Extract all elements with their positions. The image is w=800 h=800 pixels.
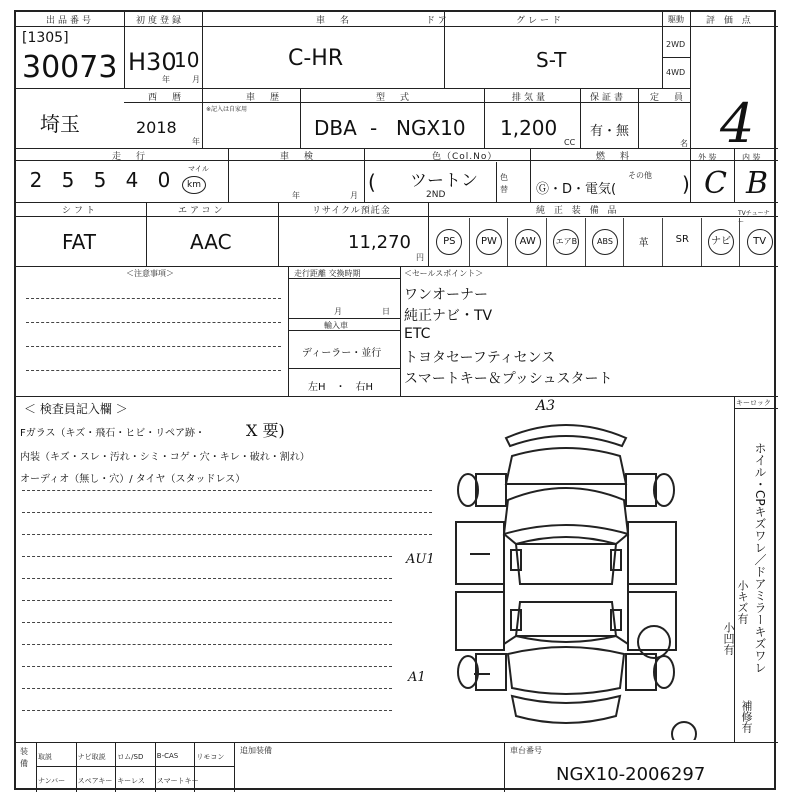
equipment-label: 革 — [638, 238, 649, 249]
mark-side: AU1 — [406, 552, 435, 567]
inspection-line3: オーディオ（無し・穴）/ タイヤ（スタッドレス） — [20, 474, 246, 485]
ac-label: エアコン — [178, 206, 226, 216]
recycle-value: 11,270 — [348, 232, 411, 253]
inspection-title: ＜ 検査員記入欄 ＞ — [24, 402, 128, 416]
inspection-line — [22, 490, 432, 491]
equipment-item — [662, 218, 701, 266]
color-label: 色（Col.No） — [432, 152, 498, 162]
car-diagram — [416, 404, 716, 740]
month-unit: 月 — [192, 75, 200, 84]
equipment-item — [546, 218, 585, 266]
color-value: ツートン — [410, 171, 478, 191]
sales-points — [404, 284, 774, 394]
odo-label: 走行距離 交換時期 — [294, 269, 361, 278]
sales-point: 純正ナビ・TV — [404, 308, 493, 324]
mileage-digit: 5 — [93, 168, 107, 192]
extra-label: 追加装備 — [240, 746, 272, 755]
score-value: 4 — [720, 92, 755, 155]
model-year: 2018 — [136, 118, 177, 137]
type-dash: - — [370, 116, 378, 140]
inspection-lines — [22, 490, 432, 740]
footer-item-bottom: スペアキー — [77, 777, 113, 785]
mileage-digit: 4 — [125, 168, 139, 192]
fuel-other: その他 — [628, 171, 652, 180]
color-change: 色替 — [500, 173, 508, 194]
first-reg-label: 初度登録 — [136, 16, 185, 26]
equipment-item — [585, 218, 624, 266]
inspection-line — [22, 666, 392, 667]
footer-item-top: ナビ取説 — [77, 753, 106, 761]
year-unit: 年 — [162, 75, 170, 84]
inspection-line1-mark: X 要) — [246, 421, 285, 440]
footer-item-bottom: スマートキー — [156, 777, 199, 785]
region: 埼玉 — [40, 112, 80, 136]
recycle-label: リサイクル預託金 — [312, 206, 391, 216]
cc-unit: CC — [564, 138, 576, 147]
fuel-value: Ⓖ・D・電気( — [536, 182, 617, 197]
notes-col2: 小凹有 — [722, 622, 735, 655]
chassis-number: NGX10-2006297 — [556, 764, 706, 785]
displacement-label: 排気量 — [512, 93, 549, 103]
history-sub: ※記入は自家用 — [206, 106, 248, 113]
inspection-year: 年 — [292, 191, 300, 200]
history-label: 車 歴 — [246, 93, 283, 103]
equipment-label: エアB — [553, 229, 579, 255]
sales-label: ＜セールスポイント＞ — [404, 269, 484, 278]
type-prefix: DBA — [314, 116, 357, 140]
notes-col3: 補修有 — [740, 700, 753, 733]
equipment-label: ナビ — [708, 229, 734, 255]
mileage-digit: 0 — [157, 168, 171, 192]
odo-day: 日 — [382, 307, 390, 316]
inspection-line — [22, 710, 392, 711]
inspection-line1: Fガラス（キズ・飛石・ヒビ・リペア跡・ — [20, 428, 206, 439]
equipment-label: TV — [747, 229, 773, 255]
mark-front: A3 — [536, 398, 556, 414]
drive-4wd: 4WD — [666, 68, 686, 77]
inspection-line — [22, 600, 392, 601]
equipment-item — [469, 218, 508, 266]
warranty: 有・無 — [590, 124, 630, 139]
interior-grade: B — [746, 166, 769, 201]
unit-km: km — [182, 176, 206, 194]
fuel-label: 燃 料 — [596, 152, 633, 162]
model-year-unit: 年 — [192, 137, 200, 146]
handle-value: 左H ・ 右H — [308, 382, 374, 393]
inspection-label: 車 検 — [280, 152, 317, 162]
grade-label: グレード — [516, 16, 565, 26]
footer-item-top: B-CAS — [156, 752, 179, 760]
warranty-label: 保証書 — [590, 93, 627, 103]
unit-mile: マイル — [188, 165, 209, 173]
sales-point: ETC — [404, 326, 431, 342]
inspection-line — [22, 622, 392, 623]
auction-sheet — [14, 10, 776, 790]
sales-point: スマートキー＆プッシュスタート — [404, 371, 613, 387]
import-value: ディーラー・並行 — [302, 348, 382, 359]
drive-2wd: 2WD — [666, 40, 686, 49]
inspection-month: 月 — [350, 191, 358, 200]
equipment-label: SR — [675, 234, 689, 245]
capacity-label: 定 員 — [650, 93, 687, 103]
interior-label: 内 装 — [742, 153, 761, 162]
fuel-close: ) — [682, 172, 690, 196]
lot-number: 30073 — [22, 50, 118, 85]
equip-footer-label: 装備 — [20, 747, 28, 768]
inspection-line — [22, 512, 432, 513]
sales-point: トヨタセーフティセンス — [404, 350, 556, 366]
footer-item-top: ロム/SD — [117, 753, 144, 761]
equipment-item — [701, 218, 740, 266]
chassis-label: 車台番号 — [510, 746, 542, 755]
shift-value: FAT — [62, 230, 97, 254]
reg-month: 10 — [174, 48, 200, 72]
door-label: ドア — [426, 16, 450, 26]
caution-label: ＜注意事項＞ — [126, 269, 174, 278]
inspection-line2: 内装（キズ・スレ・汚れ・シミ・コゲ・穴・キレ・破れ・割れ） — [20, 452, 310, 463]
color-paren-open: ( — [368, 170, 376, 194]
equipment-label: PS — [436, 229, 462, 255]
mileage-digit: 2 — [29, 168, 43, 192]
footer-item-top: 取説 — [38, 753, 52, 761]
equipment-item — [739, 218, 778, 266]
equipment-label: PW — [476, 229, 502, 255]
equipment-item — [623, 218, 662, 266]
lot-code: [1305] — [22, 30, 69, 46]
inspection-line — [22, 644, 392, 645]
right-vertical-text: ホイル・CPキズワレ／ドアミラーキズワレ — [753, 442, 767, 674]
import-label: 輸入車 — [324, 321, 348, 330]
era-year: H30 — [128, 48, 177, 76]
footer-item-bottom: キーレス — [117, 777, 145, 785]
equipment-label: 純 正 装 備 品 — [536, 206, 620, 216]
color-code: 2ND — [426, 190, 446, 200]
equipment-label: AW — [515, 229, 541, 255]
exterior-label: 外 装 — [698, 153, 717, 162]
odo-month: 月 — [334, 307, 342, 316]
tuner-label: TVチューナー — [738, 210, 770, 226]
key-label: キーロック — [736, 399, 771, 407]
inspection-line — [22, 688, 392, 689]
lot-label: 出品番号 — [46, 16, 95, 26]
type-label: 型 式 — [376, 93, 413, 103]
exterior-grade: C — [704, 166, 727, 201]
type-code: NGX10 — [396, 116, 466, 140]
mark-rear: A1 — [408, 670, 426, 685]
equipment-list — [430, 218, 778, 266]
equipment-label: ABS — [592, 229, 618, 255]
inspection-line — [22, 534, 432, 535]
sales-point: ワンオーナー — [404, 287, 488, 303]
year-label: 西 暦 — [148, 93, 185, 103]
footer-item-bottom: ナンバー — [38, 777, 66, 785]
footer-item-top: リモコン — [196, 753, 225, 761]
drive-label: 駆動 — [668, 15, 684, 24]
equipment-item — [507, 218, 546, 266]
mileage-label: 走 行 — [112, 152, 149, 162]
ac-value: AAC — [190, 230, 232, 254]
model-label: 車 名 — [316, 16, 353, 26]
notes-col1: 小キズ有 — [736, 580, 749, 624]
mileage-digits — [24, 168, 184, 194]
footer-equipment — [36, 742, 234, 792]
displacement: 1,200 — [500, 116, 558, 140]
capacity-unit: 名 — [680, 139, 688, 148]
score-label: 評 価 点 — [706, 16, 754, 26]
inspection-line — [22, 578, 392, 579]
mileage-digit: 5 — [61, 168, 75, 192]
model-name: C-HR — [288, 46, 344, 71]
grade-value: S-T — [536, 48, 567, 72]
inspection-line — [22, 556, 392, 557]
recycle-yen: 円 — [416, 253, 424, 262]
shift-label: シフト — [62, 206, 99, 216]
equipment-item — [430, 218, 469, 266]
